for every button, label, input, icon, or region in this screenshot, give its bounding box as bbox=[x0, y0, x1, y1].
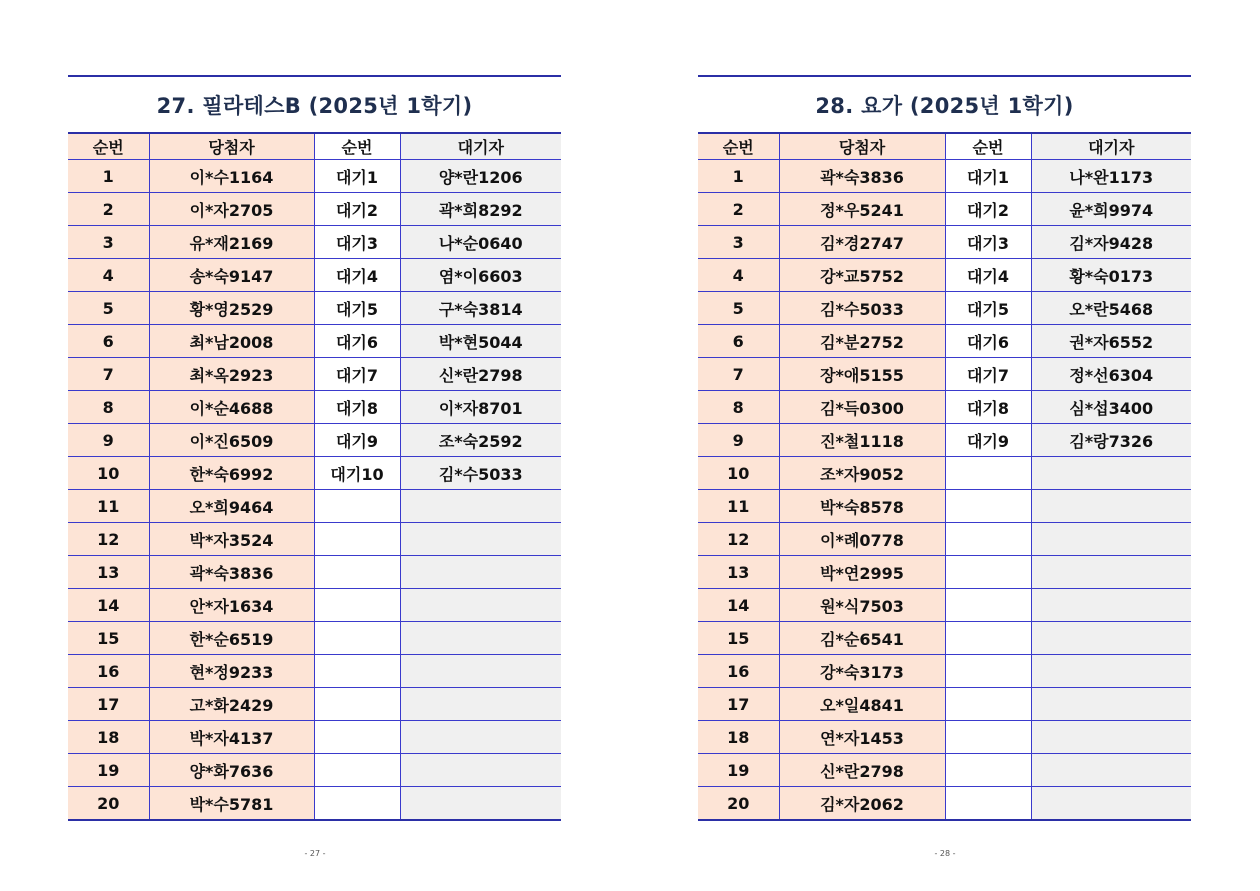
row-number: 8 bbox=[68, 391, 149, 424]
winner-name: 한*순6519 bbox=[149, 622, 314, 655]
winner-name: 박*수5781 bbox=[149, 787, 314, 821]
lottery-table bbox=[68, 132, 561, 821]
winner-name: 박*연2995 bbox=[779, 556, 945, 589]
waitlist-number bbox=[314, 721, 400, 754]
waitlist-number: 대기8 bbox=[945, 391, 1031, 424]
waitlist-name bbox=[1031, 655, 1191, 688]
waitlist-name: 김*자9428 bbox=[1031, 226, 1191, 259]
header-waiter: 대기자 bbox=[1031, 133, 1191, 160]
waitlist-name: 나*완1173 bbox=[1031, 160, 1191, 193]
waitlist-number bbox=[314, 556, 400, 589]
table-row bbox=[698, 787, 1191, 821]
table-row bbox=[698, 226, 1191, 259]
waitlist-name: 정*선6304 bbox=[1031, 358, 1191, 391]
waitlist-name: 이*자8701 bbox=[400, 391, 561, 424]
waitlist-number: 대기7 bbox=[945, 358, 1031, 391]
waitlist-number: 대기6 bbox=[314, 325, 400, 358]
table-row bbox=[68, 457, 561, 490]
waitlist-number bbox=[945, 688, 1031, 721]
waitlist-number: 대기5 bbox=[314, 292, 400, 325]
waitlist-number bbox=[945, 589, 1031, 622]
waitlist-name: 김*수5033 bbox=[400, 457, 561, 490]
waitlist-number: 대기10 bbox=[314, 457, 400, 490]
table-row bbox=[698, 721, 1191, 754]
winner-name: 김*순6541 bbox=[779, 622, 945, 655]
winner-name: 김*경2747 bbox=[779, 226, 945, 259]
waitlist-name bbox=[400, 622, 561, 655]
row-number: 17 bbox=[698, 688, 779, 721]
winner-name: 진*철1118 bbox=[779, 424, 945, 457]
waitlist-number: 대기9 bbox=[314, 424, 400, 457]
table-row bbox=[68, 556, 561, 589]
waitlist-number: 대기9 bbox=[945, 424, 1031, 457]
winner-name: 박*자3524 bbox=[149, 523, 314, 556]
table-row bbox=[698, 688, 1191, 721]
waitlist-number: 대기1 bbox=[945, 160, 1031, 193]
row-number: 5 bbox=[68, 292, 149, 325]
row-number: 11 bbox=[68, 490, 149, 523]
waitlist-name bbox=[1031, 754, 1191, 787]
page-number: - 28 - bbox=[934, 849, 956, 858]
table-row bbox=[698, 391, 1191, 424]
row-number: 4 bbox=[68, 259, 149, 292]
winner-name: 연*자1453 bbox=[779, 721, 945, 754]
waitlist-number bbox=[945, 523, 1031, 556]
waitlist-number: 대기6 bbox=[945, 325, 1031, 358]
waitlist-name bbox=[1031, 622, 1191, 655]
table-row bbox=[68, 787, 561, 821]
winner-name: 양*화7636 bbox=[149, 754, 314, 787]
waitlist-name: 심*섭3400 bbox=[1031, 391, 1191, 424]
table-row bbox=[68, 292, 561, 325]
winner-name: 현*정9233 bbox=[149, 655, 314, 688]
waitlist-number bbox=[314, 490, 400, 523]
waitlist-number: 대기3 bbox=[314, 226, 400, 259]
waitlist-name bbox=[400, 523, 561, 556]
row-number: 16 bbox=[68, 655, 149, 688]
waitlist-name: 오*란5468 bbox=[1031, 292, 1191, 325]
row-number: 2 bbox=[68, 193, 149, 226]
row-number: 13 bbox=[68, 556, 149, 589]
waitlist-name: 조*숙2592 bbox=[400, 424, 561, 457]
table-row bbox=[698, 325, 1191, 358]
waitlist-number bbox=[945, 622, 1031, 655]
table-row bbox=[698, 622, 1191, 655]
waitlist-number bbox=[314, 688, 400, 721]
table-header-row bbox=[698, 133, 1191, 160]
row-number: 7 bbox=[698, 358, 779, 391]
waitlist-name bbox=[1031, 523, 1191, 556]
waitlist-name: 윤*희9974 bbox=[1031, 193, 1191, 226]
table-row bbox=[68, 622, 561, 655]
row-number: 13 bbox=[698, 556, 779, 589]
waitlist-number: 대기2 bbox=[314, 193, 400, 226]
waitlist-number bbox=[314, 523, 400, 556]
row-number: 11 bbox=[698, 490, 779, 523]
table-row bbox=[68, 259, 561, 292]
table-row bbox=[698, 655, 1191, 688]
table-row bbox=[68, 655, 561, 688]
waitlist-number bbox=[314, 787, 400, 821]
waitlist-number: 대기4 bbox=[314, 259, 400, 292]
row-number: 12 bbox=[698, 523, 779, 556]
page-28 bbox=[698, 75, 1191, 821]
header-winner: 당첨자 bbox=[149, 133, 314, 160]
row-number: 16 bbox=[698, 655, 779, 688]
waitlist-name: 양*란1206 bbox=[400, 160, 561, 193]
row-number: 18 bbox=[698, 721, 779, 754]
row-number: 1 bbox=[68, 160, 149, 193]
winner-name: 박*자4137 bbox=[149, 721, 314, 754]
waitlist-number bbox=[945, 754, 1031, 787]
waitlist-name bbox=[400, 754, 561, 787]
table-row bbox=[698, 523, 1191, 556]
winner-name: 최*옥2923 bbox=[149, 358, 314, 391]
waitlist-name: 염*이6603 bbox=[400, 259, 561, 292]
waitlist-name bbox=[400, 721, 561, 754]
winner-name: 박*숙8578 bbox=[779, 490, 945, 523]
waitlist-number: 대기2 bbox=[945, 193, 1031, 226]
row-number: 6 bbox=[698, 325, 779, 358]
winner-name: 장*애5155 bbox=[779, 358, 945, 391]
winner-name: 원*식7503 bbox=[779, 589, 945, 622]
row-number: 18 bbox=[68, 721, 149, 754]
waitlist-name bbox=[400, 490, 561, 523]
waitlist-name: 김*랑7326 bbox=[1031, 424, 1191, 457]
winner-name: 이*진6509 bbox=[149, 424, 314, 457]
row-number: 19 bbox=[698, 754, 779, 787]
table-body bbox=[68, 160, 561, 821]
row-number: 14 bbox=[68, 589, 149, 622]
row-number: 6 bbox=[68, 325, 149, 358]
table-row bbox=[68, 358, 561, 391]
winner-name: 강*숙3173 bbox=[779, 655, 945, 688]
winner-name: 곽*숙3836 bbox=[779, 160, 945, 193]
page-27 bbox=[68, 75, 561, 821]
waitlist-number bbox=[314, 622, 400, 655]
header-wait-num: 순번 bbox=[945, 133, 1031, 160]
row-number: 1 bbox=[698, 160, 779, 193]
table-row bbox=[698, 424, 1191, 457]
row-number: 17 bbox=[68, 688, 149, 721]
winner-name: 김*자2062 bbox=[779, 787, 945, 821]
row-number: 3 bbox=[698, 226, 779, 259]
row-number: 7 bbox=[68, 358, 149, 391]
row-number: 15 bbox=[698, 622, 779, 655]
waitlist-name: 권*자6552 bbox=[1031, 325, 1191, 358]
waitlist-name: 황*숙0173 bbox=[1031, 259, 1191, 292]
winner-name: 정*우5241 bbox=[779, 193, 945, 226]
table-row bbox=[68, 226, 561, 259]
waitlist-name: 박*현5044 bbox=[400, 325, 561, 358]
table-row bbox=[698, 259, 1191, 292]
winner-name: 김*분2752 bbox=[779, 325, 945, 358]
waitlist-number bbox=[945, 787, 1031, 821]
page-number: - 27 - bbox=[304, 849, 326, 858]
header-num: 순번 bbox=[698, 133, 779, 160]
waitlist-name bbox=[400, 589, 561, 622]
waitlist-name bbox=[400, 556, 561, 589]
winner-name: 안*자1634 bbox=[149, 589, 314, 622]
winner-name: 이*자2705 bbox=[149, 193, 314, 226]
page-title: 27. 필라테스B (2025년 1학기) bbox=[156, 94, 473, 118]
row-number: 10 bbox=[698, 457, 779, 490]
row-number: 12 bbox=[68, 523, 149, 556]
winner-name: 이*순4688 bbox=[149, 391, 314, 424]
winner-name: 조*자9052 bbox=[779, 457, 945, 490]
winner-name: 황*영2529 bbox=[149, 292, 314, 325]
waitlist-name bbox=[400, 688, 561, 721]
table-row bbox=[68, 523, 561, 556]
row-number: 10 bbox=[68, 457, 149, 490]
table-row bbox=[68, 754, 561, 787]
winner-name: 송*숙9147 bbox=[149, 259, 314, 292]
table-row bbox=[68, 391, 561, 424]
table-row bbox=[698, 556, 1191, 589]
row-number: 2 bbox=[698, 193, 779, 226]
header-waiter: 대기자 bbox=[400, 133, 561, 160]
waitlist-name: 나*순0640 bbox=[400, 226, 561, 259]
row-number: 20 bbox=[698, 787, 779, 821]
header-num: 순번 bbox=[68, 133, 149, 160]
table-body bbox=[698, 160, 1191, 821]
table-row bbox=[68, 589, 561, 622]
table-row bbox=[68, 490, 561, 523]
winner-name: 고*화2429 bbox=[149, 688, 314, 721]
row-number: 9 bbox=[698, 424, 779, 457]
winner-name: 최*남2008 bbox=[149, 325, 314, 358]
row-number: 14 bbox=[698, 589, 779, 622]
table-row bbox=[68, 721, 561, 754]
table-row bbox=[68, 193, 561, 226]
winner-name: 이*수1164 bbox=[149, 160, 314, 193]
header-wait-num: 순번 bbox=[314, 133, 400, 160]
waitlist-name bbox=[1031, 457, 1191, 490]
waitlist-number bbox=[945, 721, 1031, 754]
waitlist-name bbox=[400, 655, 561, 688]
row-number: 9 bbox=[68, 424, 149, 457]
row-number: 15 bbox=[68, 622, 149, 655]
lottery-table bbox=[698, 132, 1191, 821]
table-header-row bbox=[68, 133, 561, 160]
table-row bbox=[698, 193, 1191, 226]
winner-name: 유*재2169 bbox=[149, 226, 314, 259]
table-row bbox=[68, 160, 561, 193]
waitlist-name bbox=[1031, 556, 1191, 589]
row-number: 8 bbox=[698, 391, 779, 424]
waitlist-number: 대기4 bbox=[945, 259, 1031, 292]
waitlist-name: 신*란2798 bbox=[400, 358, 561, 391]
table-row bbox=[698, 490, 1191, 523]
waitlist-number: 대기7 bbox=[314, 358, 400, 391]
waitlist-number bbox=[945, 490, 1031, 523]
table-row bbox=[698, 358, 1191, 391]
winner-name: 한*숙6992 bbox=[149, 457, 314, 490]
winner-name: 김*수5033 bbox=[779, 292, 945, 325]
winner-name: 신*란2798 bbox=[779, 754, 945, 787]
waitlist-number bbox=[314, 754, 400, 787]
table-row bbox=[698, 589, 1191, 622]
winner-name: 곽*숙3836 bbox=[149, 556, 314, 589]
header-winner: 당첨자 bbox=[779, 133, 945, 160]
waitlist-name: 곽*희8292 bbox=[400, 193, 561, 226]
waitlist-number bbox=[314, 589, 400, 622]
waitlist-number bbox=[945, 457, 1031, 490]
table-row bbox=[698, 292, 1191, 325]
winner-name: 이*례0778 bbox=[779, 523, 945, 556]
waitlist-number: 대기3 bbox=[945, 226, 1031, 259]
row-number: 20 bbox=[68, 787, 149, 821]
waitlist-name bbox=[1031, 787, 1191, 821]
row-number: 4 bbox=[698, 259, 779, 292]
table-row bbox=[68, 688, 561, 721]
page-title: 28. 요가 (2025년 1학기) bbox=[815, 94, 1074, 118]
table-row bbox=[698, 754, 1191, 787]
table-row bbox=[698, 457, 1191, 490]
winner-name: 강*교5752 bbox=[779, 259, 945, 292]
waitlist-name bbox=[1031, 721, 1191, 754]
row-number: 3 bbox=[68, 226, 149, 259]
waitlist-number: 대기1 bbox=[314, 160, 400, 193]
waitlist-number bbox=[945, 655, 1031, 688]
row-number: 5 bbox=[698, 292, 779, 325]
waitlist-number bbox=[945, 556, 1031, 589]
waitlist-name bbox=[1031, 688, 1191, 721]
waitlist-number: 대기5 bbox=[945, 292, 1031, 325]
table-row bbox=[698, 160, 1191, 193]
waitlist-name bbox=[1031, 490, 1191, 523]
table-row bbox=[68, 325, 561, 358]
waitlist-name: 구*숙3814 bbox=[400, 292, 561, 325]
winner-name: 김*득0300 bbox=[779, 391, 945, 424]
waitlist-number bbox=[314, 655, 400, 688]
waitlist-name bbox=[1031, 589, 1191, 622]
waitlist-name bbox=[400, 787, 561, 821]
waitlist-number: 대기8 bbox=[314, 391, 400, 424]
winner-name: 오*일4841 bbox=[779, 688, 945, 721]
winner-name: 오*희9464 bbox=[149, 490, 314, 523]
row-number: 19 bbox=[68, 754, 149, 787]
table-row bbox=[68, 424, 561, 457]
